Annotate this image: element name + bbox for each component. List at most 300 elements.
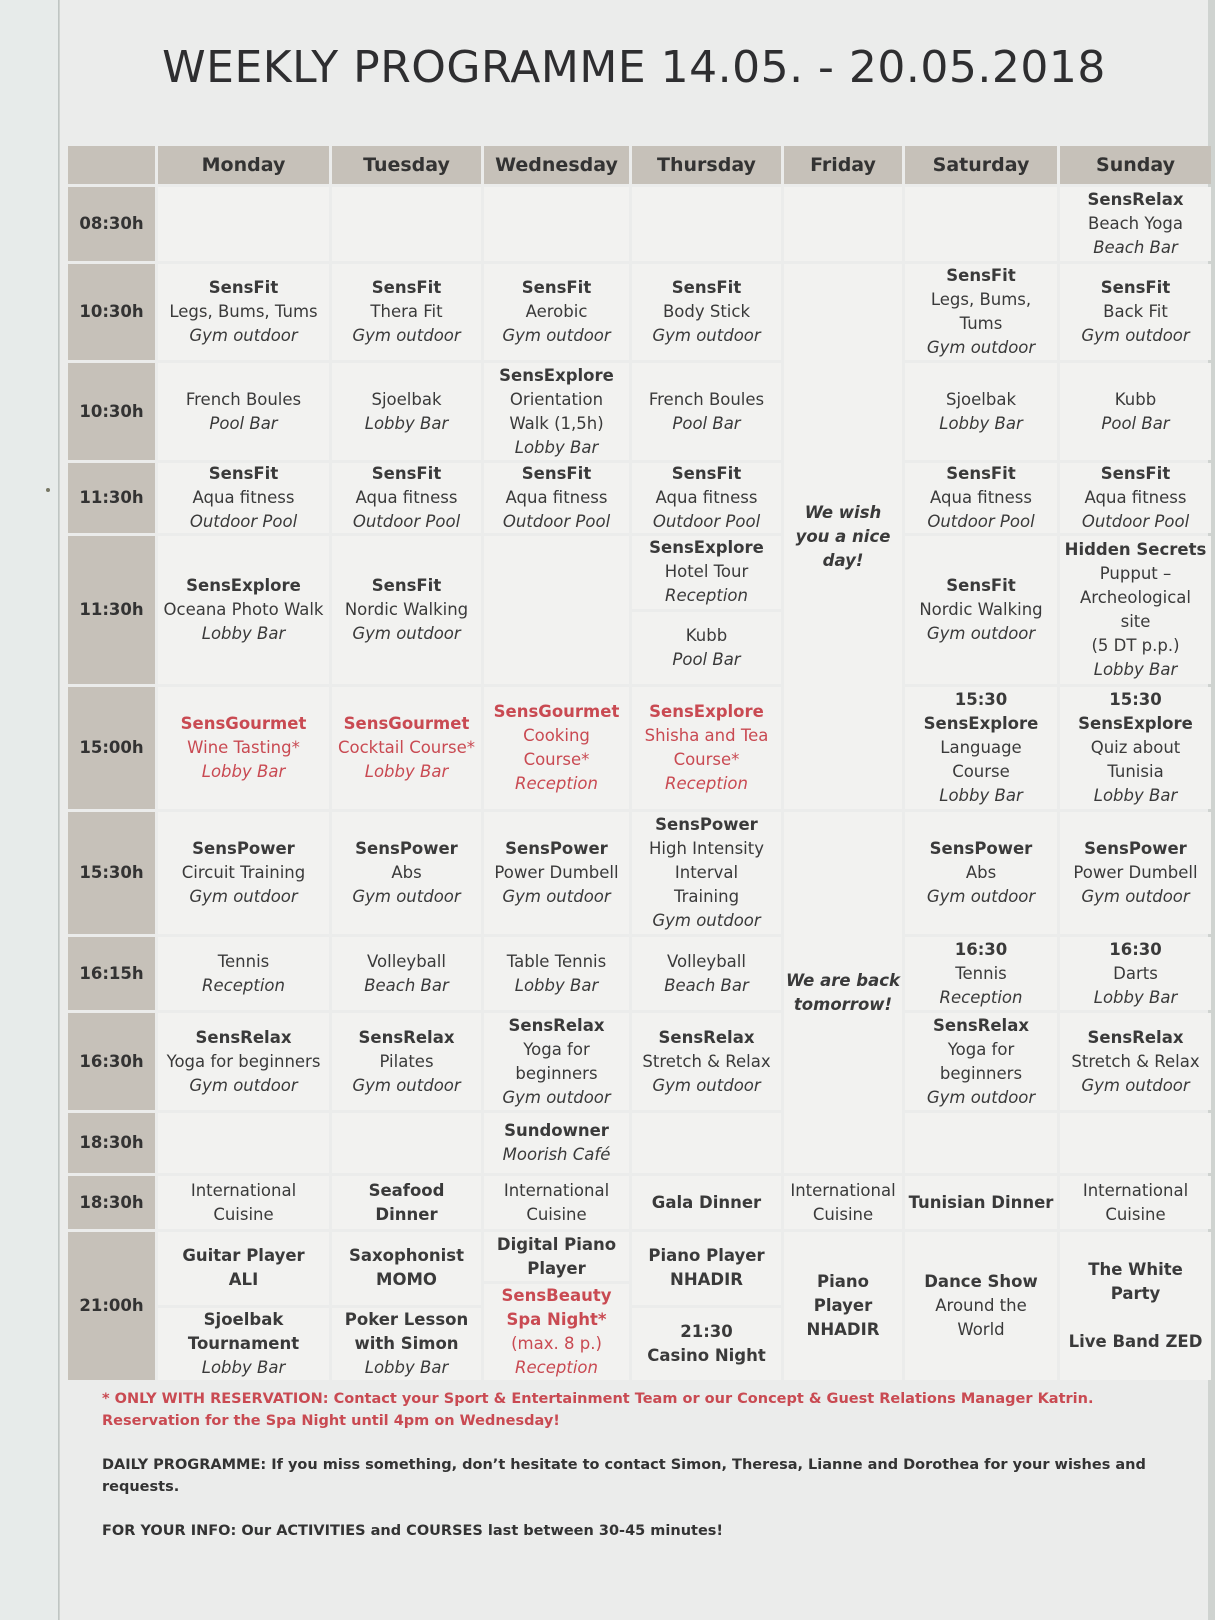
activity-category: SensFit: [946, 576, 1016, 595]
activity-category: SensRelax: [658, 1027, 755, 1047]
split-cell: [632, 1232, 781, 1380]
page-title: WEEKLY PROGRAMME 14.05. - 20.05.2018: [162, 42, 1106, 93]
activity-location: Gym outdoor: [926, 624, 1036, 643]
activity-location: Pool Bar: [672, 649, 741, 669]
activity-cell: [632, 687, 781, 809]
activity-name: Sjoelbak: [945, 389, 1017, 409]
activity-name: Kubb: [1114, 389, 1157, 409]
activity-cell: [905, 937, 1057, 1010]
activity-name: Language: [940, 738, 1022, 757]
activity-name: Course*: [523, 750, 590, 769]
time-label: 16:15h: [68, 937, 155, 1010]
activity-category: SensRelax: [1087, 190, 1184, 209]
time-label: 10:30h: [68, 264, 155, 360]
activity-name: Wine Tasting*: [187, 738, 300, 757]
activity-name: Nordic Walking: [344, 600, 469, 619]
activity-category: SensExplore: [649, 538, 764, 558]
activity-location: Lobby Bar: [364, 762, 449, 781]
activity-location: Outdoor Pool: [189, 512, 298, 531]
friday-message-cell: [784, 264, 902, 809]
activity-location: Gym outdoor: [189, 887, 298, 906]
activity-location: Reception: [665, 586, 748, 606]
activity-category: Sundowner: [504, 1121, 609, 1140]
activity-category: Hidden Secrets: [1064, 540, 1207, 559]
activity-category: SensFit: [671, 464, 742, 483]
activity-cell: [632, 264, 781, 360]
activity-cell: [484, 812, 629, 934]
activity-location: Lobby Bar: [514, 437, 599, 457]
activity-cell: [905, 264, 1057, 360]
time-label: 11:30h: [68, 536, 155, 684]
dinner-name: Cuisine: [526, 1204, 587, 1224]
evening-event: NHADIR: [670, 1270, 743, 1290]
activity-location: Lobby Bar: [364, 413, 449, 433]
activity-name: Abs: [391, 863, 422, 882]
evening-note: (max. 8 p.): [511, 1334, 602, 1353]
activity-name: Yoga for: [947, 1039, 1015, 1059]
empty-cell: [784, 187, 902, 261]
activity-category: SensFit: [371, 576, 442, 595]
activity-cell: [332, 264, 481, 360]
programme-sheet: [60, 0, 1208, 1620]
activity-name: Circuit Training: [181, 863, 306, 882]
activity-cell: [905, 687, 1057, 809]
activity-name: Yoga for beginners: [166, 1051, 321, 1071]
activity-cell: [158, 363, 329, 460]
activity-name: Course: [952, 762, 1010, 781]
activity-location: Beach Bar: [664, 975, 749, 995]
empty-cell: [332, 1113, 481, 1173]
activity-name: Power Dumbell: [494, 863, 619, 882]
activity-name: Cocktail Course*: [337, 738, 476, 757]
activity-name: Aqua fitness: [930, 488, 1032, 507]
evening-event: SensBeauty: [501, 1286, 612, 1305]
activity-location: Gym outdoor: [652, 326, 761, 345]
activity-location: Gym outdoor: [1081, 887, 1190, 906]
activity-cell: [332, 463, 481, 533]
activity-location: Gym outdoor: [926, 1087, 1036, 1107]
activity-name: (5 DT p.p.): [1091, 636, 1180, 655]
activity-category: SensPower: [355, 839, 458, 858]
activity-location: Lobby Bar: [939, 786, 1023, 805]
day-header: Friday: [784, 146, 902, 184]
friday-message: you a nice: [795, 526, 891, 546]
evening-event: Party: [1110, 1284, 1161, 1303]
activity-name: Kubb: [685, 625, 728, 645]
activity-location: Gym outdoor: [1081, 1075, 1190, 1095]
activity-name: Body Stick: [662, 302, 751, 321]
activity-name: beginners: [515, 1063, 598, 1083]
activity-cell: [158, 264, 329, 360]
activity-name: Walk (1,5h): [509, 413, 604, 433]
activity-location: Pool Bar: [209, 413, 278, 433]
split-cell: [158, 1232, 329, 1380]
activity-location: Pool Bar: [672, 413, 741, 433]
dinner-name: Tunisian Dinner: [908, 1192, 1054, 1212]
activity-category: SensFit: [521, 464, 592, 483]
activity-name: Aqua fitness: [505, 488, 608, 507]
activity-cell: [632, 812, 781, 934]
day-header: Thursday: [632, 146, 781, 184]
activity-name: site: [1120, 612, 1151, 631]
activity-location: Gym outdoor: [652, 1075, 761, 1095]
activity-name: Stretch & Relax: [1071, 1051, 1200, 1071]
dinner-name: Gala Dinner: [651, 1192, 762, 1212]
activity-name: Thera Fit: [370, 302, 443, 321]
evening-note: Around the: [935, 1296, 1027, 1315]
time-label: 15:30h: [68, 812, 155, 934]
activity-location: Gym outdoor: [352, 1075, 461, 1095]
activity-location: Moorish Café: [502, 1145, 611, 1164]
evening-event: NHADIR: [806, 1320, 880, 1339]
evening-event: The White: [1088, 1260, 1183, 1279]
activity-cell: [332, 687, 481, 809]
activity-time: 16:30: [954, 939, 1008, 959]
activity-location: Lobby Bar: [364, 1357, 449, 1377]
activity-time: 15:30: [954, 690, 1008, 709]
activity-cell: [484, 1013, 629, 1110]
dinner-cell: [332, 1176, 481, 1229]
activity-location: Reception: [665, 774, 748, 793]
activity-name: French Boules: [648, 389, 765, 409]
activity-name: Aqua fitness: [1084, 488, 1187, 507]
notes-section: [102, 1388, 1162, 1564]
empty-cell: [332, 187, 481, 261]
pin-dot: [46, 488, 50, 492]
activity-category: SensFit: [371, 278, 442, 297]
activity-name: Tennis: [955, 963, 1007, 983]
activity-cell: [1060, 937, 1211, 1010]
dinner-cell: [905, 1176, 1057, 1229]
empty-cell: [158, 1113, 329, 1173]
activity-cell: [484, 363, 629, 460]
evening-event: Player: [527, 1258, 586, 1278]
activity-name: Sjoelbak: [371, 389, 442, 409]
activity-category: SensFit: [208, 464, 279, 483]
dinner-cell: [484, 1176, 629, 1229]
activity-cell: [332, 363, 481, 460]
header-corner: [68, 146, 155, 184]
evening-cell: [632, 1232, 781, 1305]
activity-location: Lobby Bar: [201, 624, 286, 643]
activity-cell: [332, 536, 481, 684]
activity-cell: [158, 1013, 329, 1110]
activity-cell: [484, 1113, 629, 1173]
activity-category: SensRelax: [933, 1015, 1029, 1035]
empty-cell: [158, 187, 329, 261]
activity-name: Hotel Tour: [664, 562, 749, 582]
activity-location: Gym outdoor: [926, 338, 1036, 357]
evening-event: 21:30: [680, 1321, 733, 1341]
activity-category: SensFit: [1100, 278, 1171, 297]
activity-cell: [1060, 363, 1211, 460]
day-header: Tuesday: [332, 146, 481, 184]
friday-message: tomorrow!: [793, 994, 893, 1014]
activity-cell: [484, 687, 629, 809]
activity-cell: [484, 463, 629, 533]
empty-cell: [905, 1113, 1057, 1173]
activity-location: Lobby Bar: [1093, 786, 1178, 805]
activity-category: SensFit: [946, 464, 1016, 483]
activity-cell: [905, 536, 1057, 684]
activity-location: Lobby Bar: [514, 975, 599, 995]
activity-location: Lobby Bar: [201, 762, 286, 781]
activity-time: 15:30: [1109, 690, 1162, 709]
activity-name: Abs: [965, 863, 997, 882]
activity-location: Gym outdoor: [652, 911, 761, 930]
evening-cell: [332, 1308, 481, 1381]
activity-name: Yoga for: [523, 1039, 590, 1059]
activity-location: Gym outdoor: [1081, 326, 1190, 345]
friday-message-cell: [784, 812, 902, 1173]
activity-location: Beach Bar: [364, 975, 449, 995]
activity-location: Gym outdoor: [352, 624, 461, 643]
activity-category: SensPower: [1084, 839, 1187, 858]
time-label: 18:30h: [68, 1113, 155, 1173]
activity-location: Reception: [515, 1358, 598, 1377]
activity-name: Volleyball: [367, 951, 446, 971]
reservation-note: * ONLY WITH RESERVATION: Contact your Sport & Entertainment Team or our Concept & Guest Relations Manager Katrin. Reservation for the Spa Night until 4pm on Wednesday!: [102, 1391, 1094, 1429]
activity-cell: [632, 612, 781, 685]
empty-cell: [484, 536, 629, 684]
activity-cell: [632, 363, 781, 460]
activity-location: Gym outdoor: [189, 326, 298, 345]
activity-name: Legs, Bums,: [930, 290, 1032, 309]
activity-location: Beach Bar: [1093, 238, 1178, 257]
activity-category: SensFit: [371, 464, 442, 483]
activity-name: Darts: [1113, 963, 1158, 983]
activity-cell: [158, 687, 329, 809]
activity-name: Legs, Bums, Tums: [169, 302, 318, 321]
activity-location: Lobby Bar: [939, 413, 1023, 433]
split-cell: [332, 1232, 481, 1380]
activity-category: SensPower: [505, 839, 608, 858]
dinner-name: Dinner: [375, 1204, 438, 1224]
time-label: 21:00h: [68, 1232, 155, 1380]
activity-location: Lobby Bar: [1093, 987, 1178, 1007]
empty-cell: [905, 187, 1057, 261]
activity-name: Table Tennis: [506, 951, 607, 971]
activity-name: Orientation: [509, 389, 604, 409]
activity-time: 16:30: [1109, 939, 1162, 959]
dinner-cell: [784, 1176, 902, 1229]
activity-cell: [905, 363, 1057, 460]
activity-location: Gym outdoor: [352, 326, 461, 345]
evening-event: Piano Player: [648, 1246, 765, 1266]
dinner-name: International: [1082, 1180, 1189, 1200]
evening-cell: [1060, 1232, 1211, 1380]
dinner-cell: [1060, 1176, 1211, 1229]
activity-cell: [632, 1013, 781, 1110]
empty-cell: [632, 187, 781, 261]
activity-location: Outdoor Pool: [652, 512, 761, 531]
activity-cell: [332, 937, 481, 1010]
evening-cell: [905, 1232, 1057, 1380]
activity-location: Gym outdoor: [189, 1075, 298, 1095]
evening-event: Live Band ZED: [1068, 1332, 1203, 1351]
activity-category: SensRelax: [1087, 1027, 1184, 1047]
evening-event: Guitar Player: [182, 1246, 305, 1266]
activity-category: SensFit: [208, 278, 279, 297]
dinner-name: International: [503, 1180, 610, 1200]
dinner-name: Cuisine: [812, 1204, 874, 1224]
activity-name: Oceana Photo Walk: [163, 600, 324, 619]
activity-name: Volleyball: [667, 951, 746, 971]
activity-name: Training: [673, 887, 740, 906]
evening-event: Dance Show: [924, 1272, 1038, 1291]
evening-event: Sjoelbak: [203, 1309, 284, 1329]
time-label: 18:30h: [68, 1176, 155, 1229]
activity-name: Shisha and Tea: [644, 726, 769, 745]
activity-category: SensRelax: [358, 1027, 455, 1047]
activity-name: Pilates: [379, 1051, 434, 1071]
activity-cell: [1060, 1013, 1211, 1110]
activity-location: Reception: [939, 987, 1023, 1007]
evening-cell: [332, 1232, 481, 1305]
split-cell: [632, 536, 781, 684]
activity-cell: [158, 937, 329, 1010]
dinner-name: International: [190, 1180, 297, 1200]
empty-cell: [632, 1113, 781, 1173]
evening-event: ALI: [228, 1270, 259, 1290]
evening-event: Poker Lesson: [344, 1309, 469, 1329]
evening-event: Digital Piano: [496, 1234, 617, 1254]
activity-cell: [905, 1013, 1057, 1110]
activity-category: SensFit: [1100, 464, 1171, 483]
activity-category: SensRelax: [508, 1015, 605, 1035]
activity-cell: [1060, 687, 1211, 809]
activity-name: Back Fit: [1103, 302, 1168, 321]
activity-category: SensExplore: [1078, 714, 1193, 733]
activity-name: Cooking: [523, 726, 590, 745]
day-header: Saturday: [905, 146, 1057, 184]
day-header: Wednesday: [484, 146, 629, 184]
evening-event: Piano: [817, 1272, 869, 1291]
activity-name: Nordic Walking: [919, 600, 1043, 619]
activity-location: Reception: [202, 975, 285, 995]
activity-name: Aqua fitness: [655, 488, 758, 507]
activity-name: Course*: [673, 750, 740, 769]
evening-cell: [632, 1308, 781, 1381]
activity-location: Lobby Bar: [1093, 660, 1178, 679]
dinner-name: International: [790, 1180, 896, 1200]
dinner-cell: [158, 1176, 329, 1229]
friday-message: We are back: [786, 970, 900, 990]
daily-programme-note: DAILY PROGRAMME: If you miss something, don’t hesitate to contact Simon, Theresa, Lianne and Dorothea for your wishes and requests.: [102, 1457, 1146, 1495]
activity-name: Beach Yoga: [1088, 214, 1183, 233]
activity-category: SensExplore: [923, 714, 1039, 733]
friday-message: day!: [822, 550, 864, 570]
activity-cell: [484, 937, 629, 1010]
activity-category: SensExplore: [649, 702, 764, 721]
time-label: 10:30h: [68, 363, 155, 460]
activity-category: SensFit: [946, 266, 1016, 285]
friday-message: We wish: [804, 502, 882, 522]
activity-name: Tums: [959, 314, 1003, 333]
time-label: 08:30h: [68, 187, 155, 261]
evening-cell: [158, 1232, 329, 1305]
day-header: Sunday: [1060, 146, 1211, 184]
activity-category: SensPower: [655, 815, 758, 834]
evening-cell: [484, 1284, 629, 1380]
activity-category: SensFit: [521, 278, 592, 297]
evening-event: with Simon: [354, 1333, 459, 1353]
dinner-name: Cuisine: [213, 1204, 274, 1224]
evening-cell: [784, 1232, 902, 1380]
evening-event: Saxophonist: [348, 1246, 464, 1266]
activity-location: Gym outdoor: [926, 887, 1036, 906]
dinner-name: Cuisine: [1105, 1204, 1166, 1224]
activity-location: Lobby Bar: [201, 1357, 286, 1377]
activity-category: SensPower: [192, 839, 295, 858]
activity-name: Interval: [674, 863, 739, 882]
day-header: Monday: [158, 146, 329, 184]
activity-cell: [1060, 812, 1211, 934]
activity-name: Aqua fitness: [355, 488, 458, 507]
activity-location: Outdoor Pool: [1081, 512, 1190, 531]
time-label: 11:30h: [68, 463, 155, 533]
binder-edge: [0, 0, 59, 1620]
activity-cell: [1060, 187, 1211, 261]
evening-event: Casino Night: [647, 1345, 766, 1365]
activity-cell: [332, 812, 481, 934]
evening-event: Spa Night*: [506, 1310, 607, 1329]
activity-name: beginners: [939, 1063, 1023, 1083]
activity-cell: [484, 264, 629, 360]
empty-cell: [484, 187, 629, 261]
activity-location: Reception: [515, 774, 598, 793]
activity-category: SensPower: [929, 839, 1033, 858]
activity-name: Archeological: [1080, 588, 1191, 607]
activity-cell: [632, 937, 781, 1010]
activity-category: SensGourmet: [493, 702, 620, 721]
dinner-cell: [632, 1176, 781, 1229]
activity-cell: [905, 463, 1057, 533]
evening-note: World: [957, 1320, 1005, 1339]
activity-name: Quiz about: [1090, 738, 1181, 757]
time-label: 16:30h: [68, 1013, 155, 1110]
activity-name: Pupput –: [1099, 564, 1172, 583]
evening-event: MOMO: [376, 1270, 437, 1290]
activity-cell: [1060, 536, 1211, 684]
empty-cell: [1060, 1113, 1211, 1173]
activity-name: French Boules: [185, 389, 302, 409]
activity-name: Tunisia: [1107, 762, 1164, 781]
activity-cell: [1060, 463, 1211, 533]
activity-category: SensFit: [671, 278, 742, 297]
activity-name: Aerobic: [525, 302, 588, 321]
activity-cell: [158, 812, 329, 934]
activity-category: SensGourmet: [343, 714, 470, 733]
activity-category: SensExplore: [186, 576, 301, 595]
activity-cell: [332, 1013, 481, 1110]
activity-cell: [905, 812, 1057, 934]
activity-location: Outdoor Pool: [502, 512, 611, 531]
activity-cell: [632, 463, 781, 533]
activity-name: Power Dumbell: [1073, 863, 1198, 882]
activity-location: Pool Bar: [1101, 413, 1170, 433]
activity-category: SensGourmet: [180, 714, 307, 733]
activity-location: Gym outdoor: [502, 887, 611, 906]
activity-location: Gym outdoor: [352, 887, 461, 906]
activity-location: Gym outdoor: [502, 326, 611, 345]
evening-cell: [484, 1232, 629, 1281]
activity-name: Tennis: [217, 951, 270, 971]
activity-cell: [1060, 264, 1211, 360]
activity-cell: [158, 536, 329, 684]
evening-cell: [158, 1308, 329, 1381]
activity-location: Gym outdoor: [502, 1087, 611, 1107]
